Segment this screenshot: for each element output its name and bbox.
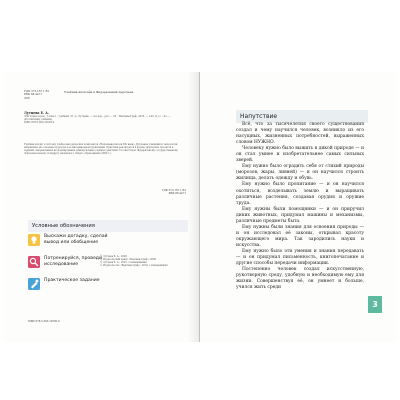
isbn-line: ISBN 978-5-360-10595-9 [24,120,55,124]
legend-label: Практическое задание [44,278,100,283]
paragraph: Ему нужно было пропитание — и он научился охотиться, возделывать землю и выращивать различные растения, создавая орудия и оружие труда. [236,182,364,206]
paragraph: Ему нужны были знания для освоения природы — и он исследовал её законы, открывал красоту окружающего мира. Так зародились науки и искусства. [236,224,364,248]
legend-label: Выскажи догадку, сделай вывод или обобщение [44,234,108,245]
udk-line: УДК 373.167.1:82 [24,89,50,93]
legend-item [28,276,108,296]
bibliographic-record [24,116,182,125]
paragraph: Человеку нужно было выжить в дикой природе — и он стал умнее и изобретательнее самых сильных зверей. [236,146,364,164]
isbn-bottom: ISBN 978-5-360-10595-9 [28,320,60,323]
research-icon [28,256,40,268]
udk-bottom-line: УДК 373.167.1:82 [161,189,186,192]
body-text [236,122,364,291]
practical-task-icon [28,278,40,290]
paragraph: Всё, что за тысячелетия своего существования создал и чему научился человек, возникло из его насущных, жизненных потребностей, выраженных словом НУЖНО. [236,122,364,146]
section-heading: Напутствие [236,110,368,123]
paragraph: Ему нужно было оградить себя от стихий природы (морозов, жары, ливней) — и он научился строить жилища, делать одежду и обувь. [236,164,364,182]
approval-note: Учебник включён в Федеральный перечень [64,90,134,94]
udk-line: ББК 88.4я71 [24,92,42,97]
author-name: Лутцева Е. А. [24,111,49,115]
legend-item [28,232,108,252]
annotation-text: Учебник входит в систему учебно-методических комплектов «Начальная школа XXI века». Изучение учащимися технологии направлено на освоение культуры в её материальном проявлении. Практика реализуется в форме творческих проектов и заданий, направленных на формирование универсальных учебных действий. Соответствует Федеральному государственному образовательному стандарту начального общего образования (2009 г.). [24,143,178,155]
gutter-shadow [188,72,200,342]
biblio-line: Л66 Технология : 3 класс : учебник / Е. А. Лутцева. — 3-е изд., доп. — М. : Вентана-Граф, 2016. — 143, [1] с. : ил. — (Российский учебник). [24,115,171,121]
udk-line: Л66 [24,95,30,100]
legend-label: Потренируйся, проведи исследование [44,256,102,267]
right-page [200,72,396,342]
left-page [4,72,200,342]
udk-bottom [144,189,186,195]
udk-bottom-line: ББК 88.4я71 [168,192,186,196]
page-number: 3 [368,296,382,313]
paragraph: Ему нужны были помощники — и он приручил диких животных, придумал машины и механизмы, различные предметы быта. [236,206,364,224]
paragraph: Ему нужно было эти умения и знания передавать — и он придумал письменность, книгопечатание и другие способы передачи информации. [236,248,364,267]
book-spread [4,72,396,342]
idea-icon [28,234,40,246]
legend-title: Условные обозначения [28,220,188,232]
legend-item [28,254,108,274]
paragraph: Постепенно человек создал искусственную, рукотворную среду, удобную и необходимую ему для жизни. Совершенствуя её, он умнеет и больше, учился жить среди [236,267,364,291]
udk-block [24,90,64,100]
copyright-block: © Лутцева Е. А., 2008 © Издательский центр «Вентана-Граф», 2008 © Лутцева Е. А., 2016, с изменениями © Издательство «Вентана-Граф», 2016, с изменениями [100,255,168,267]
legend-list [28,232,108,298]
